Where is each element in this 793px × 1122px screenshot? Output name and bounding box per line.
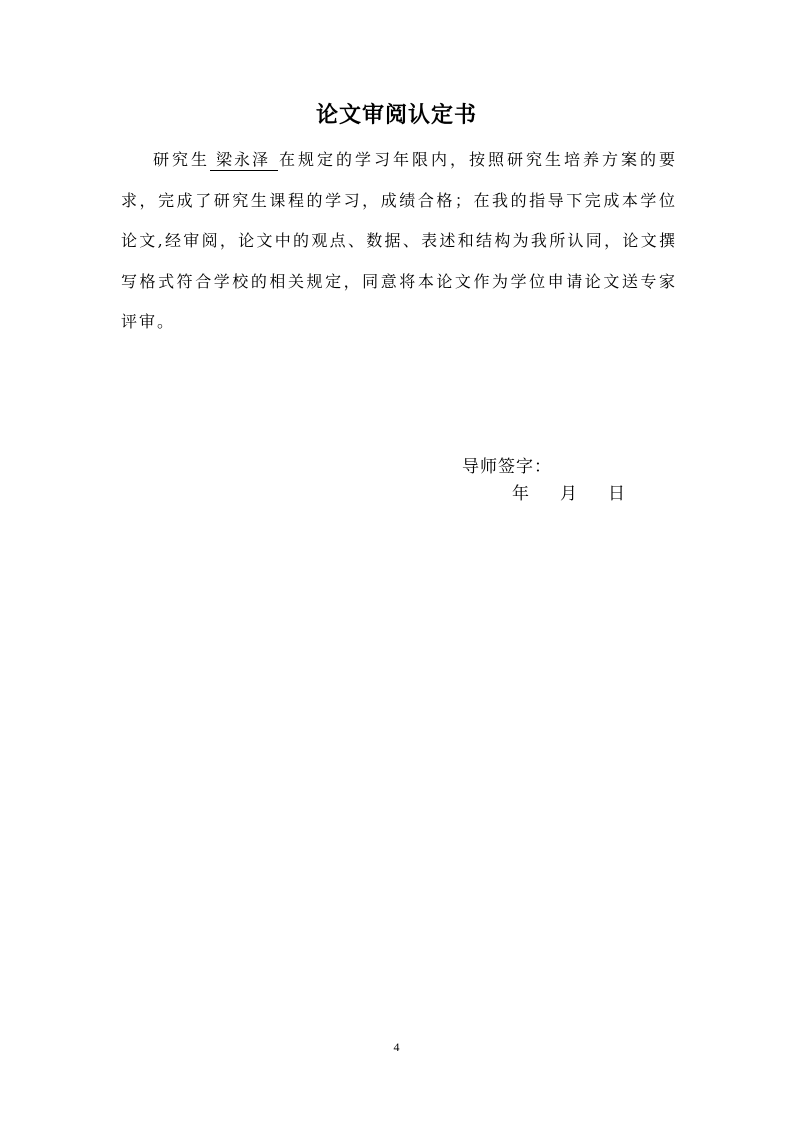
page-number: 4 (393, 1040, 400, 1054)
date-day-label: 日 (608, 484, 625, 504)
student-name: 梁永泽 (210, 150, 278, 171)
certification-paragraph (121, 140, 677, 343)
paragraph-text: 在规定的学习年限内，按照研究生培养方案的要求，完成了研究生课程的学习，成绩合格；在我的指导下完成本学位论文,经审阅，论文中的观点、数据、表述和结构为我所认同，论文撰写格式符合学校的相关规定，同意将本论文作为学位申请论文送专家评审。 (121, 150, 677, 331)
date-month-label: 月 (560, 484, 577, 504)
advisor-signature-label: 导师签字： (462, 457, 552, 477)
date-year-label: 年 (512, 484, 529, 504)
paragraph-lead: 研究生 (153, 150, 210, 169)
page-title: 论文审阅认定书 (315, 103, 477, 128)
signature-date-line (512, 483, 625, 505)
